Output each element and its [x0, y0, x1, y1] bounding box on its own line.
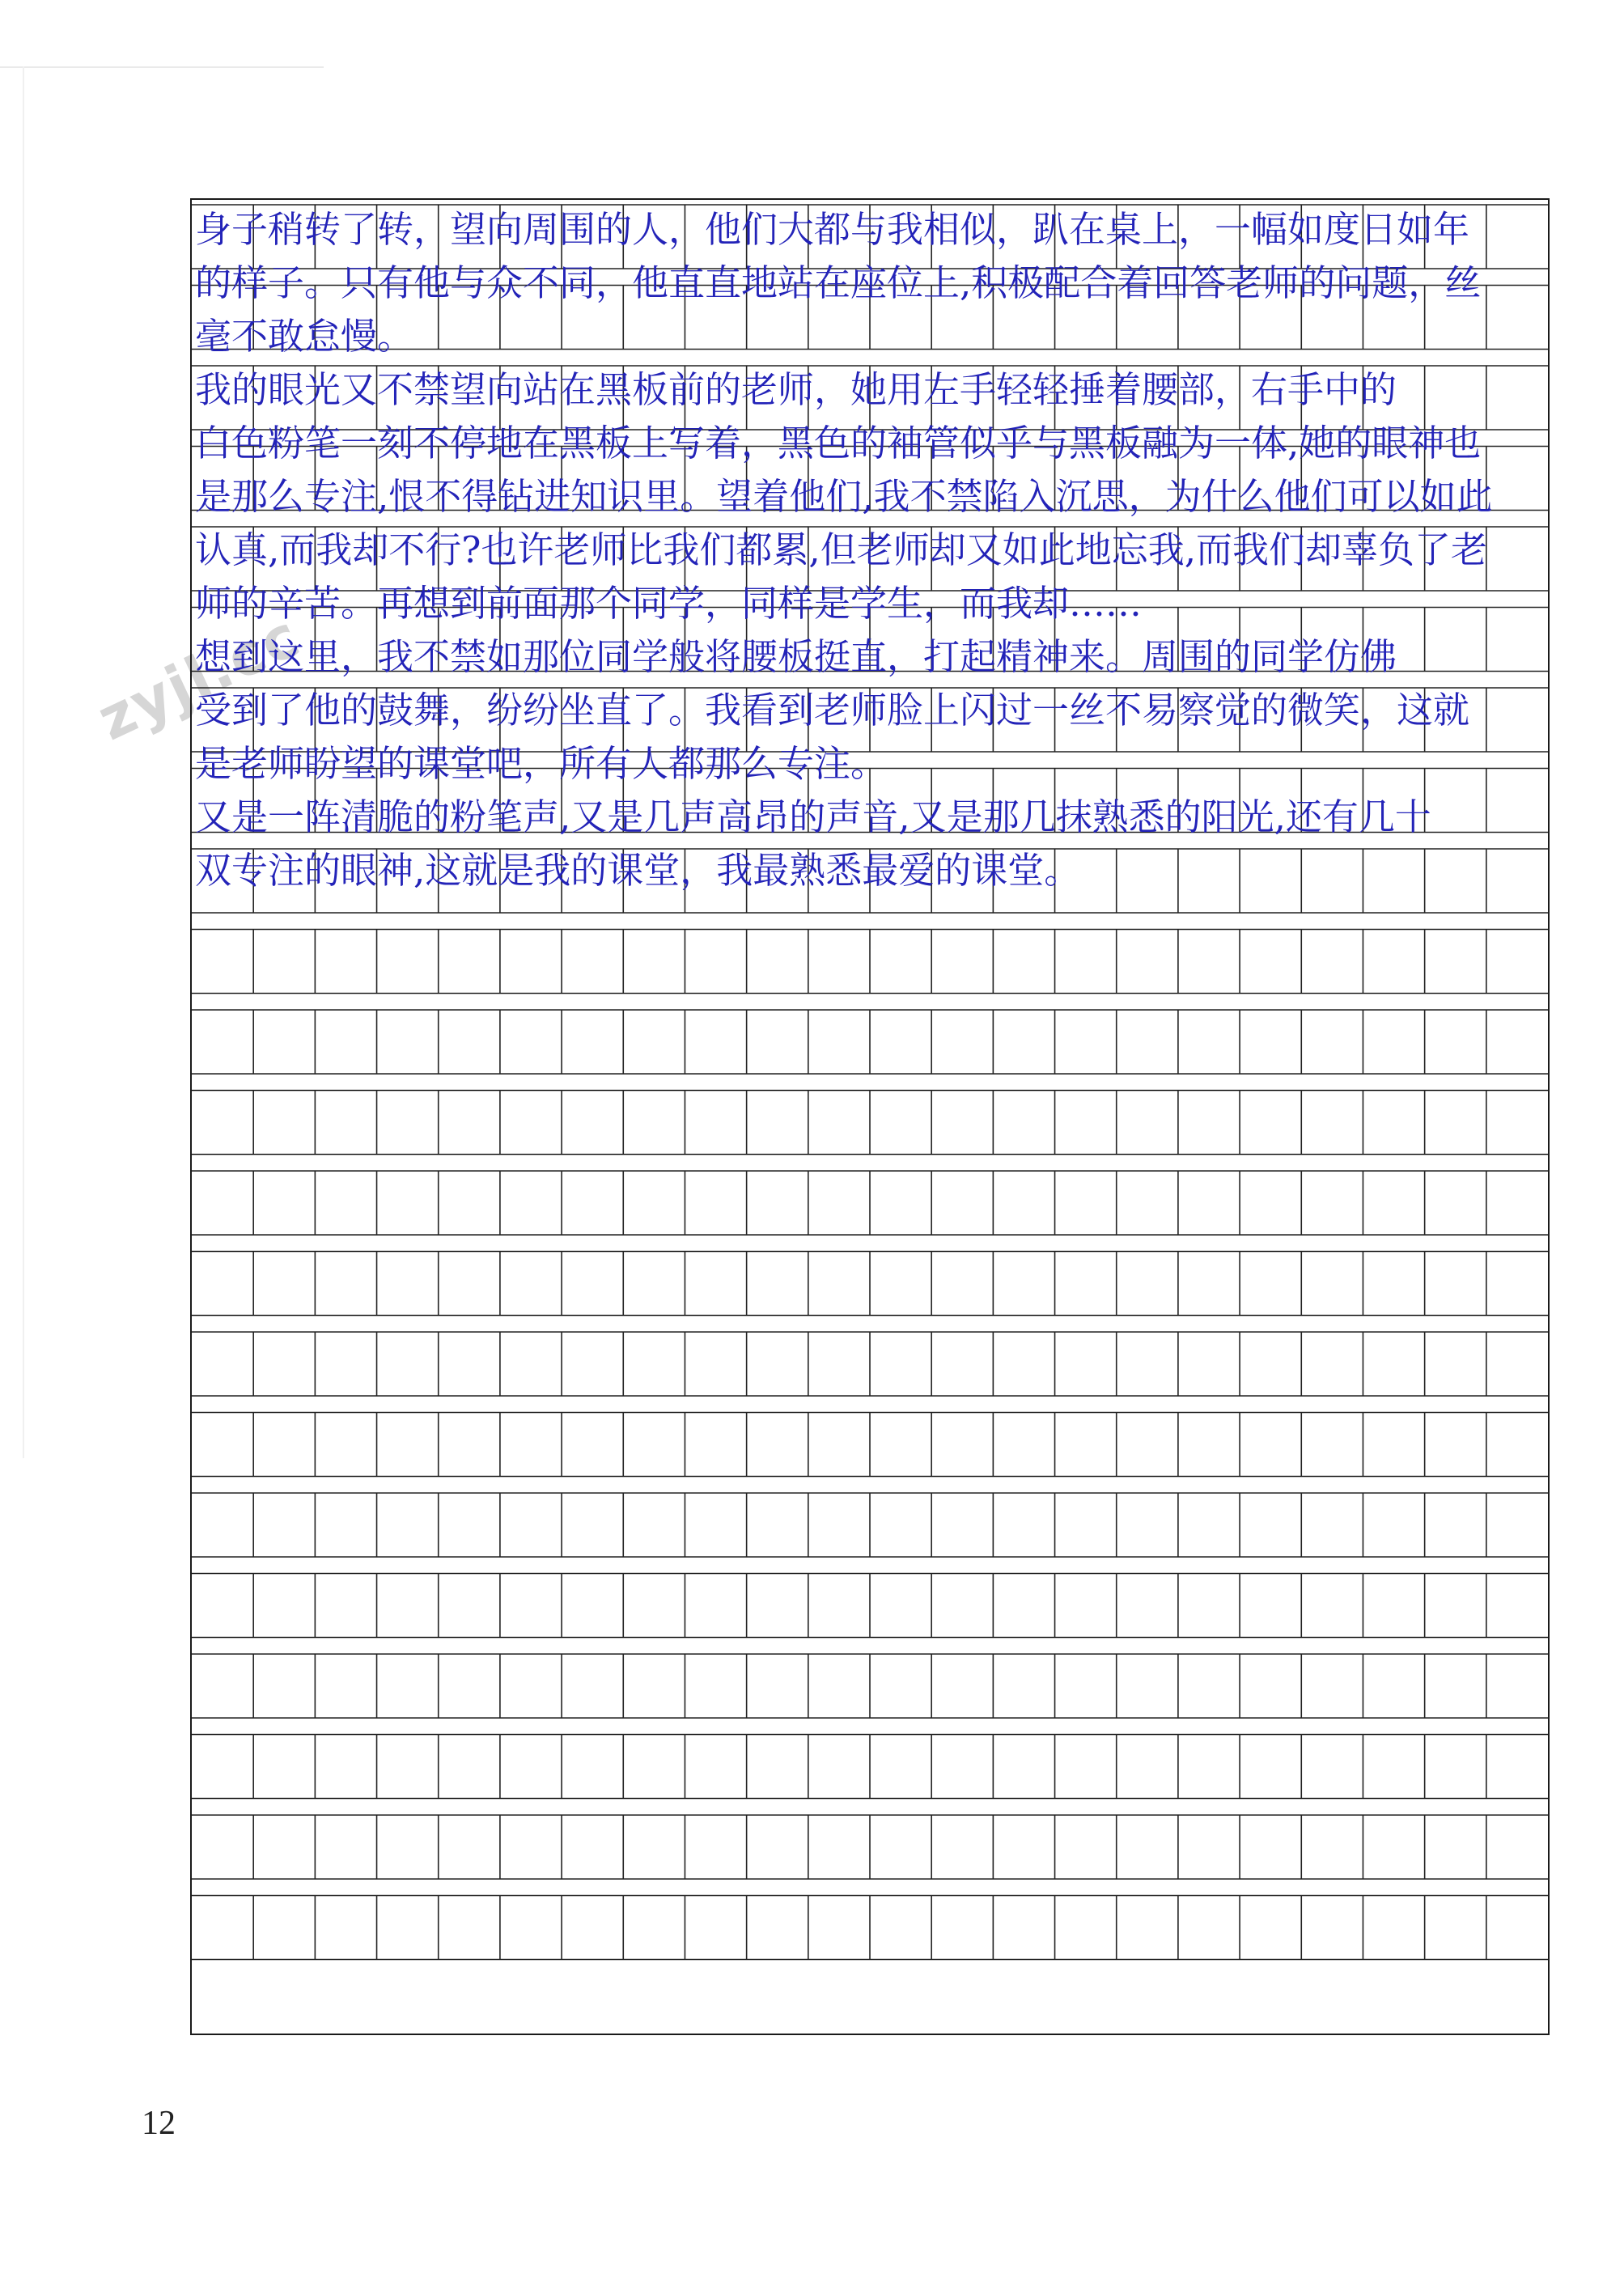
essay-line: 想到这里，我不禁如那位同学般将腰板挺直，打起精神来。周围的同学仿佛: [195, 635, 1397, 678]
essay-line: 认真,而我却不行?也许老师比我们都累,但老师却又如此地忘我,而我们却辜负了老: [195, 528, 1488, 571]
grid-lines: [192, 200, 1548, 2034]
essay-line: 我的眼光又不禁望向站在黑板前的老师，她用左手轻轻捶着腰部，右手中的: [195, 368, 1397, 411]
essay-line: 的样子。只有他与众不同，他直直地站在座位上,积极配合着回答老师的问题，丝: [195, 261, 1482, 304]
scan-edge-left: [23, 66, 24, 1458]
scan-edge-top: [0, 66, 324, 68]
page-number: 12: [142, 2105, 176, 2142]
essay-line: 身子稍转了转，望向周围的人，他们大都与我相似，趴在桌上，一幅如度日如年: [195, 208, 1470, 251]
essay-line: 受到了他的鼓舞，纷纷坐直了。我看到老师脸上闪过一丝不易察觉的微笑，这就: [195, 689, 1470, 732]
essay-line: 双专注的眼神,这就是我的课堂，我最熟悉最爱的课堂。: [195, 849, 1081, 892]
essay-line: 白色粉笔一刻不停地在黑板上写着，黑色的袖管似乎与黑板融为一体,她的眼神也: [195, 422, 1482, 464]
watermark: zyjl.cc: [87, 601, 311, 754]
essay-line: 毫不敢怠慢。: [195, 315, 414, 358]
essay-line: 是那么专注,恨不得钻进知识里。望着他们,我不禁陷入沉思，为什么他们可以如此: [195, 475, 1493, 518]
composition-grid: [190, 198, 1550, 2035]
essay-line: 又是一阵清脆的粉笔声,又是几声高昂的声音,又是那几抹熟悉的阳光,还有几十: [195, 795, 1431, 838]
essay-line: 师的辛苦。再想到前面那个同学，同样是学生，而我却……: [195, 582, 1143, 625]
essay-line: 是老师盼望的课堂吧，所有人都那么专注。: [195, 742, 888, 785]
